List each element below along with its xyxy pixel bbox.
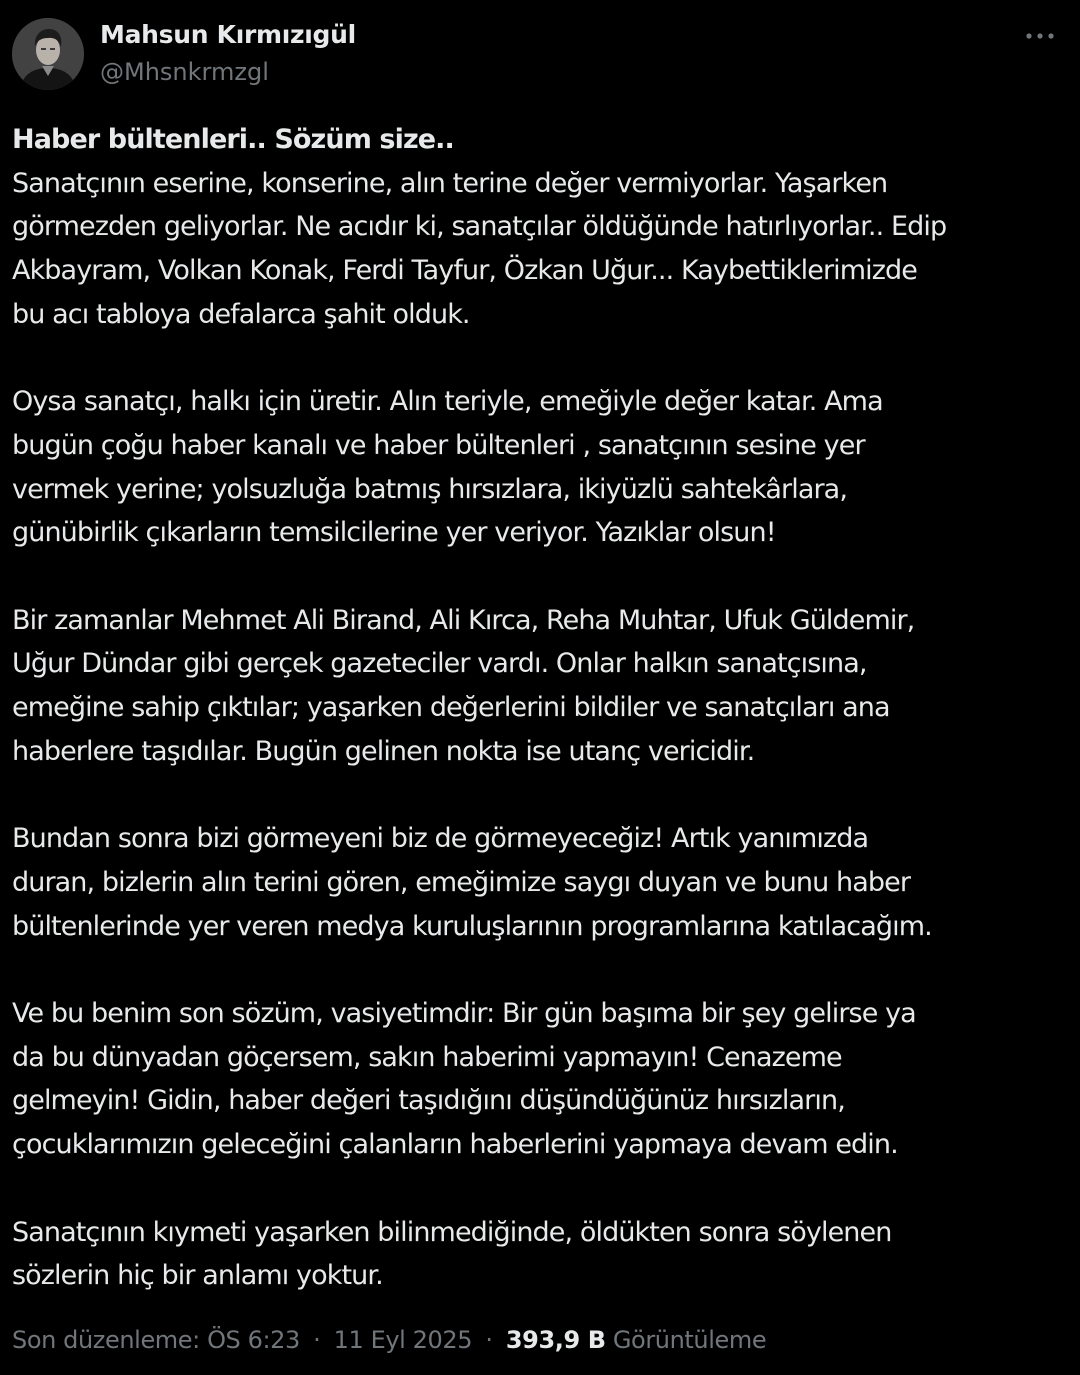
meta-separator: · xyxy=(313,1326,321,1354)
tweet-paragraph xyxy=(12,817,1072,948)
more-options-button[interactable] xyxy=(1020,20,1060,52)
tweet-line: bu acı tabloya defalarca şahit olduk. xyxy=(12,298,470,330)
tweet-line: Uğur Dündar gibi gerçek gazeteciler vardı. Onlar halkın sanatçısına, xyxy=(12,648,867,680)
tweet-header xyxy=(12,18,1068,94)
tweet-paragraph xyxy=(12,1211,1072,1298)
tweet-line: gelmeyin! Gidin, haber değeri taşıdığını düşündüğünüz hırsızların, xyxy=(12,1085,845,1117)
avatar-portrait-icon xyxy=(12,18,84,90)
author-handle[interactable]: @Mhsnkrmzgl xyxy=(100,58,269,86)
tweet-line: Bir zamanlar Mehmet Ali Birand, Ali Kırca, Reha Muhtar, Ufuk Güldemir, xyxy=(12,604,915,636)
tweet-paragraph xyxy=(12,380,1072,555)
tweet-line: Sanatçının eserine, konserine, alın terine değer vermiyorlar. Yaşarken xyxy=(12,167,888,199)
tweet-line: vermek yerine; yolsuzluğa batmış hırsızlara, ikiyüzlü sahtekârlara, xyxy=(12,473,848,505)
meta-separator: · xyxy=(485,1326,493,1354)
tweet-line: Ve bu benim son sözüm, vasiyetimdir: Bir gün başıma bir şey gelirse ya xyxy=(12,998,916,1029)
tweet-line: emeğine sahip çıktılar; yaşarken değerlerini bildiler ve sanatçıları ana xyxy=(12,692,890,724)
tweet-line: Sanatçının kıymeti yaşarken bilinmediğinde, öldükten sonra söylenen xyxy=(12,1216,892,1248)
tweet-line: sözlerin hiç bir anlamı yoktur. xyxy=(12,1260,383,1292)
tweet-line: bültenlerinde yer veren medya kuruluşlarının programlarına katılacağım. xyxy=(12,910,932,942)
tweet-line: Oysa sanatçı, halkı için üretir. Alın teriyle, emeğiyle değer katar. Ama xyxy=(12,386,883,418)
tweet-line: Bundan sonra bizi görmeyeni biz de görmeyeceğiz! Artık yanımızda xyxy=(12,823,869,855)
tweet-line: da bu dünyadan göçersem, sakın haberimi yapmayın! Cenazeme xyxy=(12,1041,842,1073)
tweet-meta xyxy=(12,1326,766,1354)
tweet-paragraph xyxy=(12,992,1072,1167)
tweet-text xyxy=(12,118,1072,1298)
tweet-line: görmezden geliyorlar. Ne acıdır ki, sanatçılar öldüğünde hatırlıyorlar.. Edip xyxy=(12,211,947,243)
tweet-paragraph xyxy=(12,118,1072,337)
more-options-icon xyxy=(1020,20,1060,52)
views-label: Görüntüleme xyxy=(612,1326,767,1354)
tweet-line: Akbayram, Volkan Konak, Ferdi Tayfur, Özkan Uğur... Kaybettiklerimizde xyxy=(12,255,918,287)
post-date[interactable]: 11 Eyl 2025 xyxy=(333,1326,473,1354)
tweet-line: çocuklarımızın geleceğini çalanların haberlerini yapmaya devam edin. xyxy=(12,1129,898,1161)
views-count[interactable]: 393,9 B xyxy=(505,1326,606,1354)
tweet-line: duran, bizlerin alın terini gören, emeğimize saygı duyan ve bunu haber xyxy=(12,866,911,898)
tweet-line: haberlere taşıdılar. Bugün gelinen nokta ise utanç vericidir. xyxy=(12,735,755,767)
tweet-line: günübirlik çıkarların temsilcilerine yer veriyor. Yazıklar olsun! xyxy=(12,517,776,549)
author-display-name[interactable]: Mahsun Kırmızıgül xyxy=(100,20,356,49)
tweet-paragraph xyxy=(12,599,1072,774)
tweet-lead: Haber bültenleri.. Sözüm size.. xyxy=(12,124,454,155)
edited-timestamp[interactable]: Son düzenleme: ÖS 6:23 xyxy=(12,1326,300,1354)
tweet-line: bugün çoğu haber kanalı ve haber bültenleri , sanatçının sesine yer xyxy=(12,429,865,461)
avatar[interactable] xyxy=(12,18,84,90)
